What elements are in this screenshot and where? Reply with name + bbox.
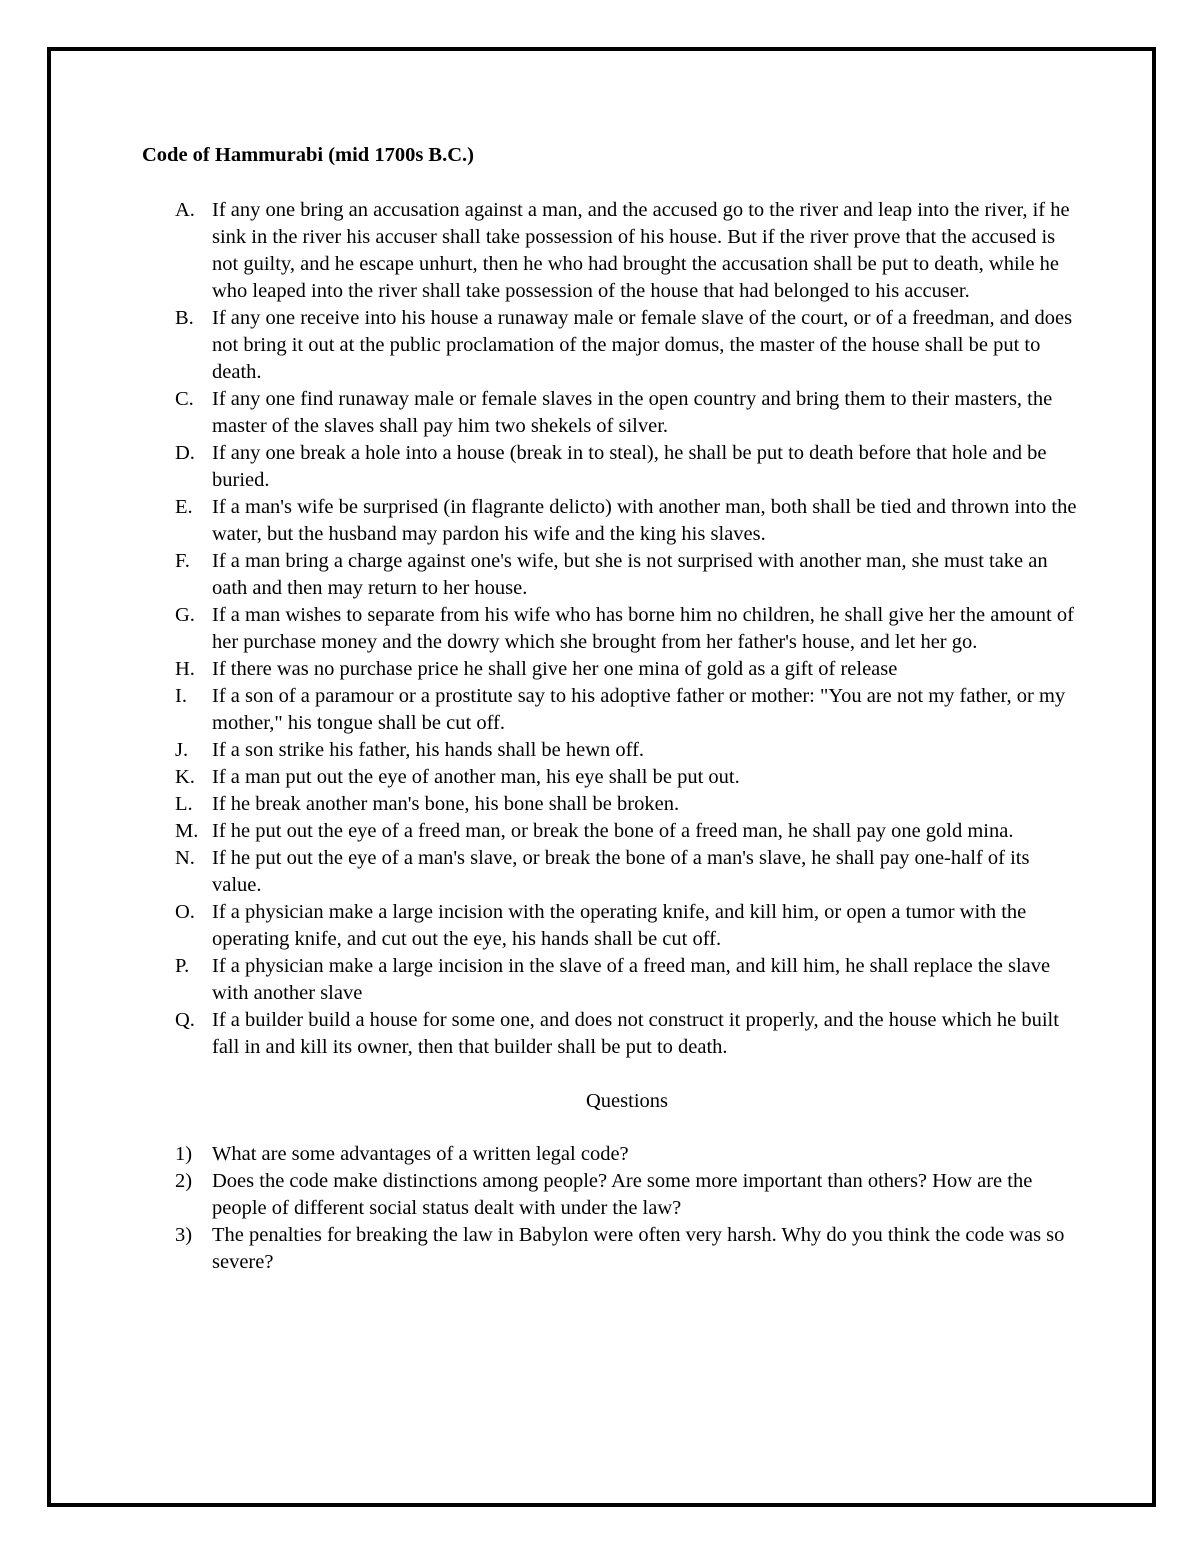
law-text: If he break another man's bone, his bone shall be broken. [212, 793, 680, 815]
law-marker: I. [175, 685, 187, 707]
question-marker: 1) [175, 1143, 193, 1165]
law-marker: O. [175, 901, 195, 923]
law-marker: G. [175, 604, 195, 626]
law-list [142, 197, 1082, 1061]
law-item [142, 386, 1082, 440]
law-item [142, 440, 1082, 494]
law-text: If a physician make a large incision in the slave of a freed man, and kill him, he shall replace the slave with another slave [212, 955, 1051, 1004]
law-item [142, 305, 1082, 386]
question-marker: 3) [175, 1224, 193, 1246]
law-marker: K. [175, 766, 195, 788]
law-item [142, 899, 1082, 953]
law-marker: J. [175, 739, 189, 761]
law-marker: P. [175, 955, 190, 977]
question-marker: 2) [175, 1170, 193, 1192]
law-marker: N. [175, 847, 195, 869]
document-body [142, 142, 1082, 1276]
law-marker: B. [175, 307, 194, 329]
law-item [142, 548, 1082, 602]
law-marker: D. [175, 442, 195, 464]
question-text: What are some advantages of a written legal code? [212, 1143, 629, 1165]
law-item [142, 818, 1082, 845]
law-item [142, 197, 1082, 305]
law-text: If a man put out the eye of another man, his eye shall be put out. [212, 766, 740, 788]
law-marker: F. [175, 550, 190, 572]
law-marker: M. [175, 820, 199, 842]
law-item [142, 845, 1082, 899]
law-text: If a physician make a large incision with the operating knife, and kill him, or open a tumor with the operating knife, and cut out the eye, his hands shall be cut off. [212, 901, 1027, 950]
document-title: Code of Hammurabi (mid 1700s B.C.) [142, 144, 474, 166]
law-text: If a builder build a house for some one, and does not construct it properly, and the house which he built fall in and kill its owner, then that builder shall be put to death. [212, 1009, 1059, 1058]
law-item [142, 683, 1082, 737]
question-item [142, 1168, 1082, 1222]
law-text: If a son strike his father, his hands shall be hewn off. [212, 739, 645, 761]
law-text: If any one find runaway male or female slaves in the open country and bring them to their masters, the master of the slaves shall pay him two shekels of silver. [212, 388, 1053, 437]
law-text: If any one bring an accusation against a man, and the accused go to the river and leap into the river, if he sink in the river his accuser shall take possession of his house. But if the river prove that the accused is not guilty, and he escape unhurt, then he who had brought the accusation shall be put to death, while he who leaped into the river shall take possession of the house that had belonged to his accuser. [212, 199, 1070, 302]
law-text: If any one receive into his house a runaway male or female slave of the court, or of a freedman, and does not bring it out at the public proclamation of the major domus, the master of the house shall be put to death. [212, 307, 1073, 383]
law-text: If there was no purchase price he shall give her one mina of gold as a gift of release [212, 658, 898, 680]
law-marker: E. [175, 496, 193, 518]
law-item [142, 656, 1082, 683]
law-text: If a man wishes to separate from his wife who has borne him no children, he shall give her the amount of her purchase money and the dowry which she brought from her father's house, and let her go. [212, 604, 1074, 653]
law-item [142, 737, 1082, 764]
question-item [142, 1141, 1082, 1168]
law-marker: H. [175, 658, 195, 680]
question-text: The penalties for breaking the law in Babylon were often very harsh. Why do you think the code was so severe? [212, 1224, 1065, 1273]
law-item [142, 953, 1082, 1007]
law-marker: Q. [175, 1009, 195, 1031]
law-item [142, 791, 1082, 818]
law-marker: C. [175, 388, 194, 410]
law-text: If a man bring a charge against one's wife, but she is not surprised with another man, she must take an oath and then may return to her house. [212, 550, 1048, 599]
question-item [142, 1222, 1082, 1276]
law-item [142, 494, 1082, 548]
law-text: If a son of a paramour or a prostitute say to his adoptive father or mother: "You are not my father, or my mother," his tongue shall be cut off. [212, 685, 1066, 734]
question-text: Does the code make distinctions among people? Are some more important than others? How are the people of different social status dealt with under the law? [212, 1170, 1033, 1219]
law-text: If he put out the eye of a freed man, or break the bone of a freed man, he shall pay one gold mina. [212, 820, 1014, 842]
law-item [142, 602, 1082, 656]
law-text: If a man's wife be surprised (in flagrante delicto) with another man, both shall be tied and thrown into the water, but the husband may pardon his wife and the king his slaves. [212, 496, 1077, 545]
question-list [142, 1141, 1082, 1276]
questions-heading: Questions [586, 1090, 668, 1112]
law-item [142, 764, 1082, 791]
law-item [142, 1007, 1082, 1061]
law-text: If any one break a hole into a house (break in to steal), he shall be put to death before that hole and be buried. [212, 442, 1047, 491]
law-marker: L. [175, 793, 193, 815]
law-marker: A. [175, 199, 195, 221]
law-text: If he put out the eye of a man's slave, or break the bone of a man's slave, he shall pay one-half of its value. [212, 847, 1030, 896]
